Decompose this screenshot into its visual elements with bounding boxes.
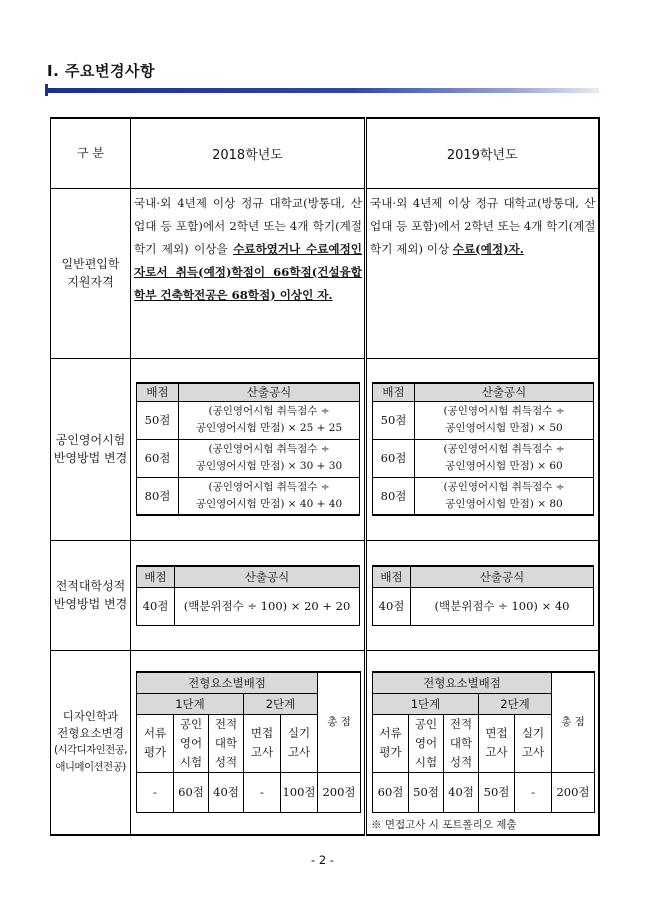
gpa-2019-col-formula: 산출공식 <box>411 566 594 588</box>
design-2019-interview: 50점 <box>479 772 515 812</box>
english-2019-table <box>372 382 594 516</box>
gpa-2018 <box>131 540 366 650</box>
gpa-2018-points: 40점 <box>137 587 175 625</box>
gpa-2018-table <box>136 565 360 626</box>
design-2019-col-practical: 실기 고사 <box>515 714 552 772</box>
design-2018-gpa: 40점 <box>209 772 244 812</box>
design-2018-col-practical: 실기 고사 <box>281 714 318 772</box>
design-2018-group-header: 전형요소별배점 <box>137 672 318 694</box>
changes-table <box>50 117 600 836</box>
design-label: 디자인학과 전형요소변경 (시각디자인전공, 애니메이션전공) <box>51 650 131 835</box>
english-2019-formula: (공인영어시험 취득점수 ÷ 공인영어시험 만점) × 50 <box>415 401 594 439</box>
eligibility-2018: 국내·외 4년제 이상 정규 대학교(방통대, 산업대 등 포함)에서 2학년 또는 4개 학기(계절학기 제외) 이상을 수료하였거나 수료예정인 자로서 취득(예정)학점이 66학점(건설융합학부 건축학전공은 68학점) 이상인 자. <box>131 188 366 358</box>
gpa-2019-points: 40점 <box>373 587 411 625</box>
design-2019-col-interview: 면접 고사 <box>479 714 515 772</box>
design-2018-table <box>136 671 361 813</box>
eligibility-2019: 국내·외 4년제 이상 정규 대학교(방통대, 산업대 등 포함)에서 2학년 또는 4개 학기(계절학기 제외) 이상 수료(예정)자. <box>366 188 599 358</box>
design-2019-total-header: 총 점 <box>552 672 595 773</box>
english-2018-points: 50점 <box>137 401 179 439</box>
design-2018-eng: 60점 <box>174 772 209 812</box>
header-category: 구 분 <box>51 118 131 188</box>
design-2019-doc: 60점 <box>373 772 409 812</box>
design-2019-col-gpa: 전적 대학 성적 <box>444 714 479 772</box>
design-2018-stage2: 2단계 <box>244 693 318 714</box>
gpa-2018-col-formula: 산출공식 <box>175 566 360 588</box>
design-2019-group-header: 전형요소별배점 <box>373 672 552 694</box>
english-2018-col-formula: 산출공식 <box>179 383 360 401</box>
design-2019-col-eng: 공인 영어 시험 <box>409 714 444 772</box>
design-2018-col-eng: 공인 영어 시험 <box>174 714 209 772</box>
page-number: - 2 - <box>311 853 334 867</box>
design-2019-stage2: 2단계 <box>479 693 552 714</box>
english-2018-points: 80점 <box>137 477 179 515</box>
design-2019-note: ※ 면접고사 시 포트폴리오 제출 <box>371 818 517 831</box>
eligibility-2019-underlined: 수료(예정)자. <box>452 241 524 256</box>
english-2018-formula: (공인영어시험 취득점수 ÷ 공인영어시험 만점) × 40 + 40 <box>179 477 360 515</box>
design-2018-total: 200점 <box>318 772 361 812</box>
english-2018-formula: (공인영어시험 취득점수 ÷ 공인영어시험 만점) × 30 + 30 <box>179 439 360 477</box>
english-2019-formula: (공인영어시험 취득점수 ÷ 공인영어시험 만점) × 80 <box>415 477 594 515</box>
design-2018-col-doc: 서류 평가 <box>137 714 174 772</box>
design-2019-col-doc: 서류 평가 <box>373 714 409 772</box>
gpa-2019-table <box>372 565 594 626</box>
design-2018-total-header: 총 점 <box>318 672 361 773</box>
english-2018-formula: (공인영어시험 취득점수 ÷ 공인영어시험 만점) × 25 + 25 <box>179 401 360 439</box>
design-2019-stage1: 1단계 <box>373 693 479 714</box>
english-2018-points: 60점 <box>137 439 179 477</box>
design-2018-col-gpa: 전적 대학 성적 <box>209 714 244 772</box>
gpa-2018-col-points: 배점 <box>137 566 175 588</box>
gpa-2019-formula: (백분위점수 ÷ 100) × 40 <box>411 587 594 625</box>
english-2019-points: 80점 <box>373 477 415 515</box>
design-2018-doc: - <box>137 772 174 812</box>
english-2018-col-points: 배점 <box>137 383 179 401</box>
design-2018-practical: 100점 <box>281 772 318 812</box>
english-2018 <box>131 358 366 540</box>
english-2018-table <box>136 382 360 516</box>
design-2019-table <box>372 671 595 813</box>
english-label: 공인영어시험 반영방법 변경 <box>51 358 131 540</box>
design-2019-gpa: 40점 <box>444 772 479 812</box>
gpa-2018-formula: (백분위점수 ÷ 100) × 20 + 20 <box>175 587 360 625</box>
design-2019 <box>366 650 599 835</box>
english-2019-points: 60점 <box>373 439 415 477</box>
english-2019-col-points: 배점 <box>373 383 415 401</box>
design-2019-practical: - <box>515 772 552 812</box>
gpa-2019-col-points: 배점 <box>373 566 411 588</box>
english-2019-points: 50점 <box>373 401 415 439</box>
eligibility-2018-underlined: 수료하였거나 수료예정인 자로서 취득(예정)학점이 66학점(건설융합학부 건축학전공은 68학점) 이상인 자. <box>134 241 362 302</box>
design-2019-total: 200점 <box>552 772 595 812</box>
header-2019: 2019학년도 <box>366 118 599 188</box>
design-2018-col-interview: 면접 고사 <box>244 714 281 772</box>
title-underline-bar <box>47 88 599 93</box>
page-title: Ⅰ. 주요변경사항 <box>47 62 155 80</box>
english-2019-formula: (공인영어시험 취득점수 ÷ 공인영어시험 만점) × 60 <box>415 439 594 477</box>
english-2019-col-formula: 산출공식 <box>415 383 594 401</box>
english-2019 <box>366 358 599 540</box>
header-2018: 2018학년도 <box>131 118 366 188</box>
design-2018-stage1: 1단계 <box>137 693 244 714</box>
design-2018 <box>131 650 366 835</box>
design-2018-interview: - <box>244 772 281 812</box>
gpa-2019 <box>366 540 599 650</box>
gpa-label: 전적대학성적 반영방법 변경 <box>51 540 131 650</box>
design-2019-eng: 50점 <box>409 772 444 812</box>
eligibility-label: 일반편입학 지원자격 <box>51 188 131 358</box>
